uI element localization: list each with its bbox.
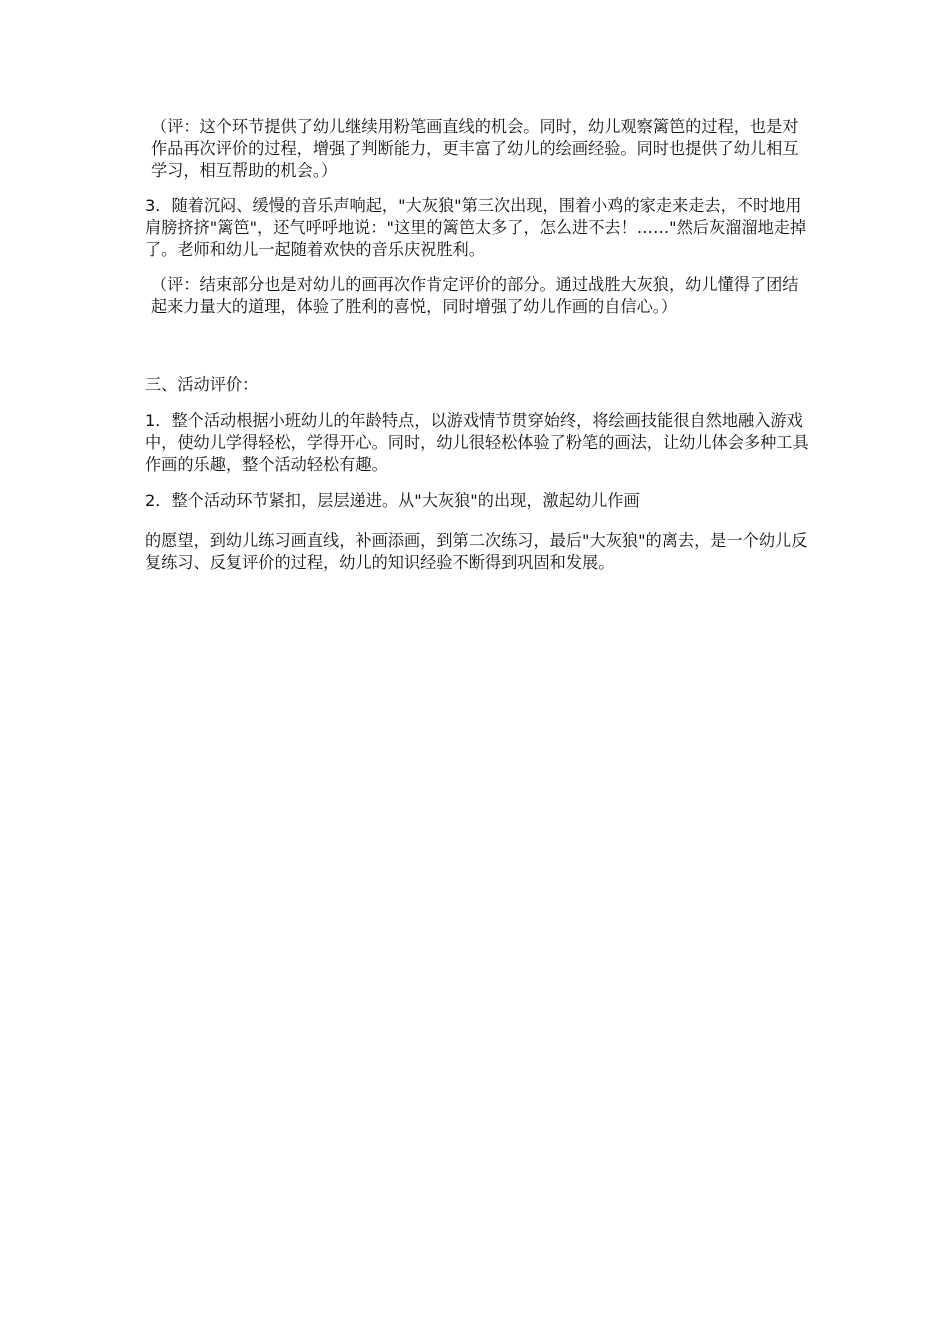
evaluation-point-2-continued: 的愿望，到幼儿练习画直线，补画添画，到第二次练习，最后"大灰狼"的离去，是一个幼儿反复练习、反复评价的过程，幼儿的知识经验不断得到巩固和发展。 xyxy=(145,531,808,572)
document-body xyxy=(145,116,809,574)
comment-paragraph-2: （评：结束部分也是对幼儿的画再次作肯定评价的部分。通过战胜大灰狼，幼儿懂得了团结起来力量大的道理，体验了胜利的喜悦，同时增强了幼儿作画的自信心。） xyxy=(151,275,799,316)
comment-paragraph-1: （评：这个环节提供了幼儿继续用粉笔画直线的机会。同时，幼儿观察篱笆的过程，也是对作品再次评价的过程，增强了判断能力，更丰富了幼儿的绘画经验。同时也提供了幼儿相互学习，相互帮助的机会。） xyxy=(151,117,799,180)
evaluation-point-1: 1．整个活动根据小班幼儿的年龄特点，以游戏情节贯穿始终，将绘画技能很自然地融入游戏中，使幼儿学得轻松，学得开心。同时，幼儿很轻松体验了粉笔的画法，让幼儿体会多种工具作画的乐趣，整个活动轻松有趣。 xyxy=(145,411,809,474)
section-heading-evaluation: 三、活动评价： xyxy=(145,375,259,394)
evaluation-point-2: 2．整个活动环节紧扣，层层递进。从"大灰狼"的出现，激起幼儿作画 xyxy=(145,491,640,510)
step-3-paragraph: 3．随着沉闷、缓慢的音乐声响起，"大灰狼"第三次出现，围着小鸡的家走来走去，不时地用肩膀挤挤"篱笆"，还气呼呼地说："这里的篱笆太多了，怎么进不去！……"然后灰溜溜地走掉了。老师和幼儿一起随着欢快的音乐庆祝胜利。 xyxy=(145,196,807,259)
